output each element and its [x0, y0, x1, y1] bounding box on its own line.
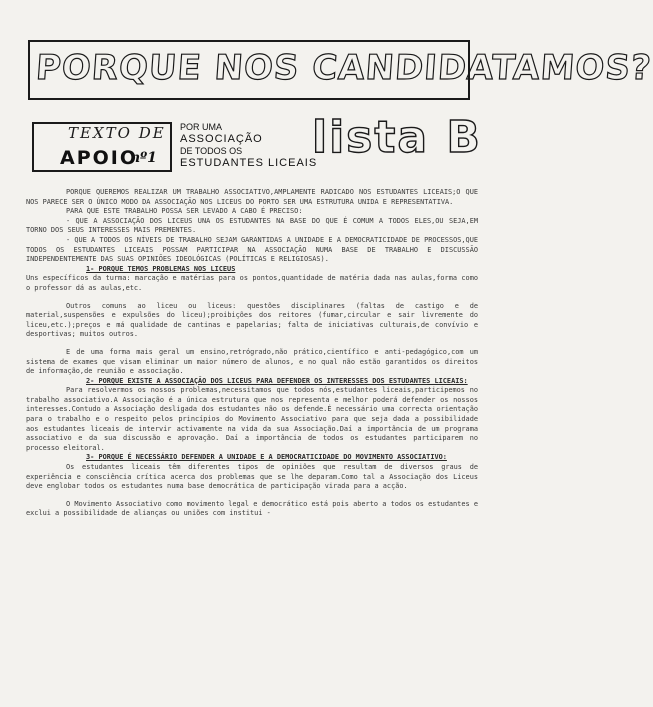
- section-heading: 3- PORQUE É NECESSÁRIO DEFENDER A UNIDADE E A DEMOCRATICIDADE DO MOVIMENTO ASSOCIATIVO:: [86, 453, 447, 462]
- texto-de-label: TEXTO DE: [68, 124, 166, 142]
- associacao-label: ASSOCIAÇÃO: [180, 133, 263, 145]
- por-uma-label: POR UMA: [180, 122, 223, 132]
- intro-paragraph: PORQUE QUEREMOS REALIZAR UM TRABALHO ASSOCIATIVO,AMPLAMENTE RADICADO NOS ESTUDANTES LICEAIS;O QUE NOS PARECE SER O ÚNICO MODO DA ASSOCIAÇÃO NOS LICEUS DO PORTO SER UMA ESTRUTURA UNIDA E REPRESENTATIVA.: [26, 188, 478, 206]
- intro-paragraph: PARA QUE ESTE TRABALHO POSSA SER LEVADO A CABO É PRECISO:: [66, 207, 303, 216]
- apoio-label: APOIO: [60, 147, 139, 169]
- issue-number: nº1: [130, 150, 157, 166]
- section-paragraph: Outros comuns ao liceu ou liceus: questões disciplinares (faltas de castigo e de material,suspensões e expulsões do liceu);proibições dos reitores (fumar,circular e sair livremente do liceu,etc.);preços e má qualidade de cantinas e papelarias; falta de iniciativas culturais,de convívio e desportivas; muitos outros.: [26, 301, 478, 339]
- section-paragraph: E de uma forma mais geral um ensino,retrógrado,não prático,científico e anti-pedagógico,com um sistema de exames que visam eliminar um maior número de alunos, e no qual não estão garantidos os direitos de informação,de reunião e associação.: [26, 347, 478, 376]
- association-subtitle: [180, 122, 320, 170]
- lista-b-logo: lista B: [312, 112, 482, 163]
- section-paragraph: Uns específicos da turma: marcação e matérias para os pontos,quantidade de matéria dada nas aulas,forma como o professor dá as aulas,etc.: [26, 274, 478, 292]
- document-body: [26, 188, 478, 519]
- estudantes-label: ESTUDANTES LICEAIS: [180, 157, 318, 169]
- intro-paragraph: - QUE A TODOS OS NÍVEIS DE TRABALHO SEJAM GARANTIDAS A UNIDADE E A DEMOCRATICIDADE DE PROCESSOS,QUE TODOS OS ESTUDANTES LICEAIS POSSAM PARTICIPAR NA ASSOCIAÇÃO NUMA BASE DE TRABALHO E DISCUSSÃO INDEPENDENTEMENTE DAS SUAS OPINIÕES IDEOLÓGICAS (POLÍTICAS E RELIGIOSAS).: [26, 235, 478, 264]
- section-paragraph: Para resolvermos os nossos problemas,necessitamos que todos nós,estudantes liceais,participemos no trabalho associativo.A Associação é a única estrutura que nos representa e melhor poderá defender os nossos interesses.Contudo a Associação desligada dos estudantes não os defende.É necessário uma correcta orientação para o trabalho e o respeito pelos princípios do Movimento Associativo para que seja dada a possibilidade aos estudantes liceais de intervir activamente na vida da sua Associação.Daí a importância de um programa associativo e da sua discussão e aprovação. Daí a importância de todos os estudantes participarem no processo eleitoral.: [26, 386, 478, 452]
- intro-paragraph: - QUE A ASSOCIAÇÃO DOS LICEUS UNA OS ESTUDANTES NA BASE DO QUE É COMUM A TODOS ELES,OU SEJA,EM TORNO DOS SEUS INTERESSES MAIS PREMENTES.: [26, 216, 478, 235]
- section-heading: 2- PORQUE EXISTE A ASSOCIAÇÃO DOS LICEUS PARA DEFENDER OS INTERESSES DOS ESTUDANTES LICEAIS:: [86, 376, 468, 385]
- section-paragraph: O Movimento Associativo como movimento legal e democrático está pois aberto a todos os estudantes e exclui a possibilidade de alianças ou uniões com institui -: [26, 499, 478, 518]
- page-title: PORQUE NOS CANDIDATAMOS?: [34, 48, 653, 88]
- section-heading: 1- PORQUE TEMOS PROBLEMAS NOS LICEUS: [86, 264, 236, 273]
- section-paragraph: Os estudantes liceais têm diferentes tipos de opiniões que resultam de diversos graus de experiência e consciência crítica acerca dos problemas que se lhe deparam.Como tal a Associação dos Liceus deve englobar todos os estudantes numa base democrática de participação virada para a acção.: [26, 463, 478, 491]
- de-todos-label: DE TODOS OS: [180, 146, 243, 156]
